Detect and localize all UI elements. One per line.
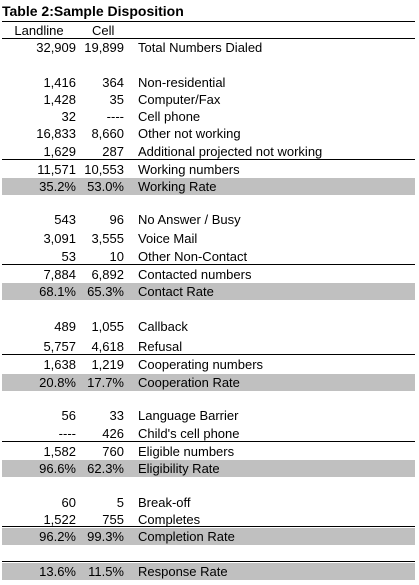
landline-value: 1,522	[43, 512, 76, 527]
row-label: Cooperation Rate	[138, 375, 240, 390]
cell-value: 426	[102, 426, 124, 441]
row-label: No Answer / Busy	[138, 212, 241, 227]
cell-value: 755	[102, 512, 124, 527]
cell-value: 17.7%	[87, 375, 124, 390]
table-row-eligibility-rate	[0, 460, 419, 477]
row-label: Break-off	[138, 495, 191, 510]
table-row-voice-mail	[0, 230, 419, 247]
cell-value: 760	[102, 444, 124, 459]
table-row-working-rate	[0, 178, 419, 195]
cell-value: ----	[106, 109, 124, 124]
row-label: Contacted numbers	[138, 267, 252, 282]
cell-value: 65.3%	[87, 284, 124, 299]
table-row-non-residential	[0, 74, 419, 91]
cell-value: 33	[109, 408, 124, 423]
landline-value: 35.2%	[39, 179, 76, 194]
landline-value: 32,909	[36, 40, 76, 55]
landline-value: 11,571	[37, 162, 76, 177]
row-label: Language Barrier	[138, 408, 239, 423]
horizontal-rule	[2, 561, 415, 562]
cell-value: 96	[109, 212, 124, 227]
row-label: Total Numbers Dialed	[138, 40, 263, 55]
landline-value: 53	[61, 249, 76, 264]
table-row-eligible-numbers	[0, 443, 419, 460]
table-row-no-answer-busy	[0, 211, 419, 228]
row-label: Cooperating numbers	[138, 357, 264, 372]
cell-value: 1,055	[91, 319, 124, 334]
table-row-contacted-numbers	[0, 266, 419, 283]
landline-value: 96.2%	[39, 529, 76, 544]
landline-value: 1,629	[43, 144, 76, 159]
row-label: Contact Rate	[138, 284, 214, 299]
table-row-language-barrier	[0, 407, 419, 424]
row-label: Non-residential	[138, 75, 226, 90]
landline-value: 16,833	[36, 126, 76, 141]
table-row-completion-rate	[0, 528, 419, 545]
cell-value: 10	[109, 249, 124, 264]
row-label: Additional projected not working	[138, 144, 323, 159]
table-row-computer-fax	[0, 91, 419, 108]
table-row-completes	[0, 511, 419, 528]
table-row-total-numbers-dialed	[0, 39, 419, 56]
cell-value: 99.3%	[87, 529, 124, 544]
row-label: Completion Rate	[138, 529, 235, 544]
table-row-callback	[0, 318, 419, 335]
table-row-child-s-cell-phone	[0, 425, 419, 442]
row-label: Other Non-Contact	[138, 249, 248, 264]
cell-value: 62.3%	[87, 461, 124, 476]
cell-value: 4,618	[91, 339, 124, 354]
landline-value: 489	[54, 319, 76, 334]
table-row-other-not-working	[0, 125, 419, 142]
table-row-cell-phone	[0, 108, 419, 125]
cell-value: 5	[116, 495, 124, 510]
landline-value: 7,884	[43, 267, 76, 282]
row-label: Response Rate	[138, 564, 228, 579]
table-row-break-off	[0, 494, 419, 511]
row-label: Working Rate	[138, 179, 217, 194]
table-row-cooperation-rate	[0, 374, 419, 391]
landline-value: 1,582	[43, 444, 76, 459]
landline-value: 96.6%	[39, 461, 76, 476]
cell-value: 3,555	[91, 231, 124, 246]
cell-value: 287	[102, 144, 124, 159]
landline-value: 1,428	[43, 92, 76, 107]
row-label: Eligibility Rate	[138, 461, 220, 476]
landline-value: 32	[61, 109, 76, 124]
cell-value: 6,892	[91, 267, 124, 282]
cell-value: 10,553	[84, 162, 124, 177]
row-label: Other not working	[138, 126, 241, 141]
landline-value: 3,091	[43, 231, 76, 246]
table-title: Table 2:Sample Disposition	[2, 3, 184, 19]
row-label: Working numbers	[138, 162, 240, 177]
cell-value: 364	[102, 75, 124, 90]
row-label: Child's cell phone	[138, 426, 240, 441]
landline-value: 543	[54, 212, 76, 227]
column-header-cell: Cell	[92, 23, 115, 38]
row-label: Refusal	[138, 339, 183, 354]
row-label: Eligible numbers	[138, 444, 235, 459]
landline-value: 5,757	[43, 339, 76, 354]
table-row-additional-projected-not-working	[0, 143, 419, 160]
landline-value: 20.8%	[39, 375, 76, 390]
landline-value: 60	[61, 495, 76, 510]
cell-value: 11.5%	[88, 564, 124, 579]
cell-value: 8,660	[91, 126, 124, 141]
table-row-other-non-contact	[0, 248, 419, 265]
cell-value: 53.0%	[87, 179, 124, 194]
row-label: Cell phone	[138, 109, 201, 124]
landline-value: 13.6%	[39, 564, 76, 579]
table-row-response-rate	[0, 563, 419, 580]
table-row-working-numbers	[0, 161, 419, 178]
landline-value: ----	[58, 426, 76, 441]
landline-value: 56	[61, 408, 76, 423]
table-row-refusal	[0, 338, 419, 355]
landline-value: 1,638	[43, 357, 76, 372]
landline-value: 68.1%	[39, 284, 76, 299]
row-label: Callback	[138, 319, 188, 334]
cell-value: 1,219	[91, 357, 124, 372]
horizontal-rule	[2, 21, 415, 22]
row-label: Completes	[138, 512, 201, 527]
column-header-landline: Landline	[14, 23, 64, 38]
cell-value: 35	[109, 92, 124, 107]
table-row-cooperating-numbers	[0, 356, 419, 373]
cell-value: 19,899	[84, 40, 124, 55]
row-label: Computer/Fax	[138, 92, 221, 107]
landline-value: 1,416	[43, 75, 76, 90]
row-label: Voice Mail	[138, 231, 198, 246]
table-row-contact-rate	[0, 283, 419, 300]
